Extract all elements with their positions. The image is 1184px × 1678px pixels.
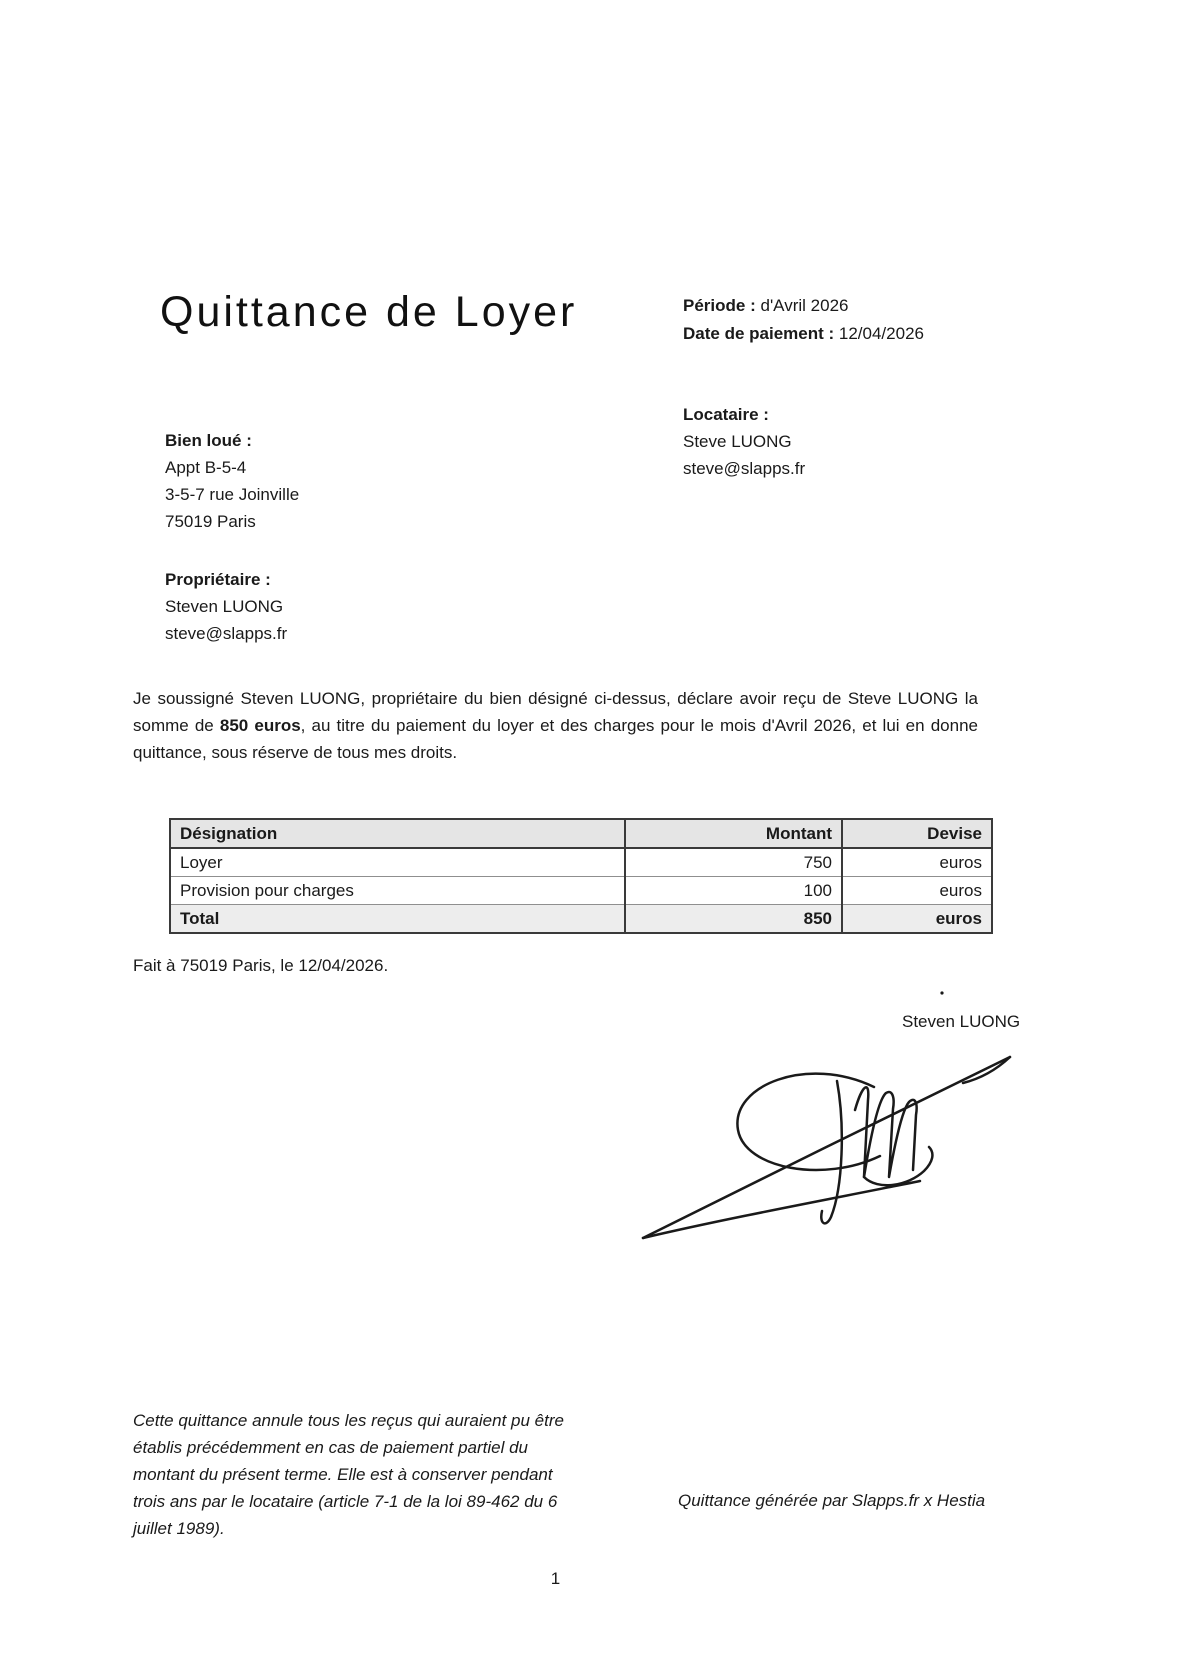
row-designation: Loyer bbox=[170, 848, 625, 877]
landlord-name: Steven LUONG bbox=[165, 597, 284, 616]
legal-note: Cette quittance annule tous les reçus qui auraient pu être établis précédemment en cas de paiement partiel du montant du présent terme. Elle est à conserver pendant trois ans par le locataire (article 7-1 de la loi 89-462 du 6 juillet 1989). bbox=[133, 1411, 564, 1538]
payment-date-label: Date de paiement : bbox=[683, 324, 835, 343]
property-address-line2: 3-5-7 rue Joinville bbox=[165, 485, 300, 504]
table-header-row bbox=[170, 819, 992, 848]
signature-image bbox=[612, 985, 1022, 1250]
period-label: Période : bbox=[683, 296, 756, 315]
statement-part2: , au titre du paiement du loyer et des charges pour le mois d'Avril 2026, et lui en donne quittance, sous réserve de tous mes droits. bbox=[133, 716, 978, 762]
receipt-statement bbox=[133, 685, 978, 766]
period-value: d'Avril 2026 bbox=[760, 296, 849, 315]
period-line bbox=[683, 292, 924, 320]
landlord-label: Propriétaire : bbox=[165, 570, 271, 589]
landlord-email: steve@slapps.fr bbox=[165, 624, 288, 643]
property-address-line3: 75019 Paris bbox=[165, 512, 256, 531]
row-designation: Provision pour charges bbox=[170, 877, 625, 905]
tenant-block bbox=[683, 401, 805, 482]
row-amount: 750 bbox=[625, 848, 842, 877]
table-total-row bbox=[170, 905, 992, 934]
amounts-table bbox=[169, 818, 993, 934]
tenant-name: Steve LUONG bbox=[683, 432, 792, 451]
header-currency: Devise bbox=[842, 819, 992, 848]
receipt-meta bbox=[683, 292, 924, 348]
row-currency: euros bbox=[842, 848, 992, 877]
generator-credit: Quittance générée par Slapps.fr x Hestia bbox=[678, 1491, 986, 1510]
landlord-block bbox=[165, 566, 287, 647]
page-number: 1 bbox=[550, 1569, 561, 1588]
header-amount: Montant bbox=[625, 819, 842, 848]
tenant-email: steve@slapps.fr bbox=[683, 459, 806, 478]
payment-date-value: 12/04/2026 bbox=[838, 324, 924, 343]
property-address-line1: Appt B-5-4 bbox=[165, 458, 247, 477]
signature bbox=[612, 985, 1022, 1250]
payment-date-line bbox=[683, 320, 924, 348]
property-label: Bien loué : bbox=[165, 431, 252, 450]
document-title: Quittance de Loyer bbox=[160, 288, 578, 336]
header-designation: Désignation bbox=[170, 819, 625, 848]
total-currency: euros bbox=[842, 905, 992, 934]
made-at-line: Fait à 75019 Paris, le 12/04/2026. bbox=[133, 956, 389, 975]
table-row bbox=[170, 877, 992, 905]
row-amount: 100 bbox=[625, 877, 842, 905]
table-row bbox=[170, 848, 992, 877]
total-amount: 850 bbox=[625, 905, 842, 934]
statement-amount: 850 euros bbox=[219, 716, 301, 735]
row-currency: euros bbox=[842, 877, 992, 905]
total-designation: Total bbox=[170, 905, 625, 934]
property-block bbox=[165, 427, 299, 535]
statement-part1: Je soussigné Steven LUONG, propriétaire du bien désigné ci-dessus, déclare avoir reçu de Steve LUONG la somme de bbox=[133, 689, 978, 735]
signatory-name: Steven LUONG bbox=[902, 1012, 1021, 1031]
tenant-label: Locataire : bbox=[683, 405, 769, 424]
